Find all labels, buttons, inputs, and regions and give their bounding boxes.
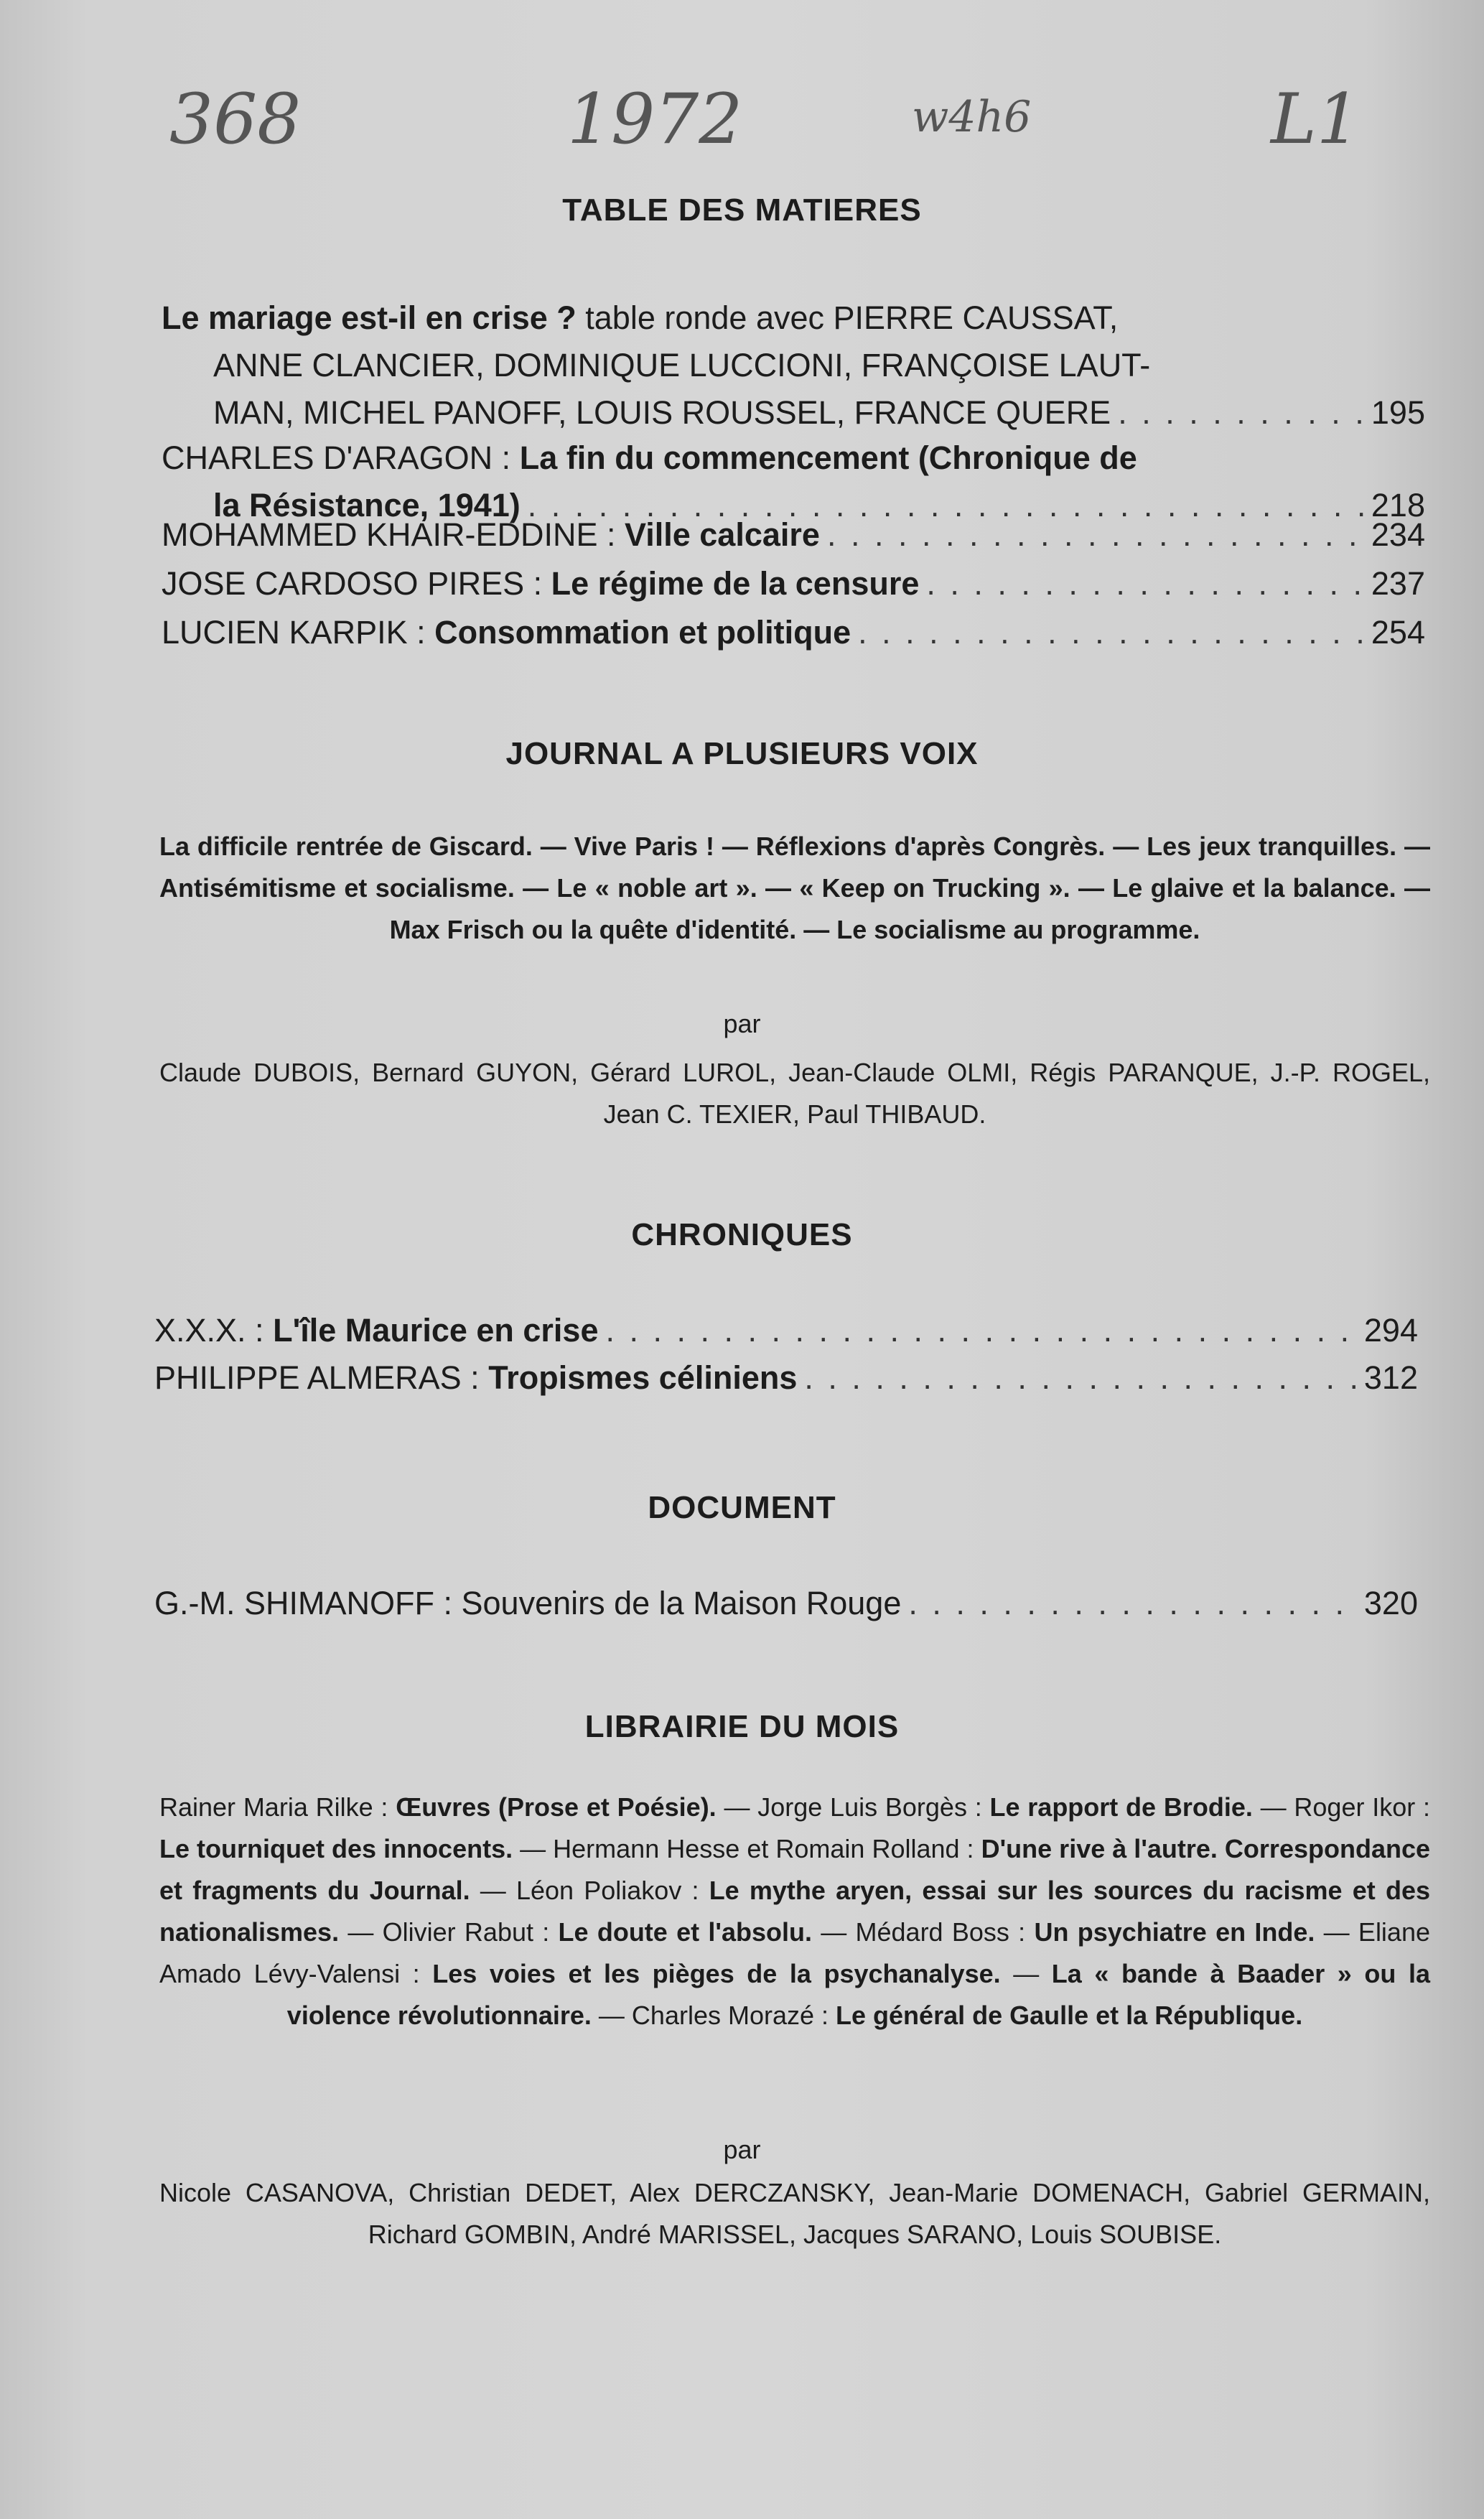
handwritten-note-initials: L1 xyxy=(1271,79,1361,159)
entry-title: Consommation et politique xyxy=(434,614,851,651)
handwritten-note-year: 1972 xyxy=(567,79,743,159)
book-title: La « bande à Baader » ou la violence révolutionnaire. xyxy=(286,1959,1430,2030)
book-author: — Hermann Hesse et Romain Rolland : xyxy=(513,1834,981,1863)
book-title: Le tourniquet des innocents. xyxy=(159,1834,513,1863)
book-title: Le rapport de Brodie. xyxy=(989,1792,1253,1822)
page-number: 234 xyxy=(1371,516,1425,553)
section-heading-document: DOCUMENT xyxy=(648,1490,836,1525)
book-title: Le général de Gaulle et la République. xyxy=(836,2001,1303,2030)
entry-author: G.-M. SHIMANOFF : xyxy=(154,1585,452,1621)
entry-text-line: MAN, MICHEL PANOFF, LOUIS ROUSSEL, FRANCE QUERE xyxy=(213,394,1111,431)
book-author: — Médard Boss : xyxy=(811,1917,1035,1947)
page-number: 320 xyxy=(1363,1585,1418,1621)
entry-text-line: ANNE CLANCIER, DOMINIQUE LUCCIONI, FRANÇOISE LAUT- xyxy=(213,347,1151,383)
page-number: 237 xyxy=(1371,565,1425,602)
journal-par: par xyxy=(723,1009,761,1038)
page-number: 254 xyxy=(1371,614,1425,651)
librairie-par: par xyxy=(723,2135,761,2164)
book-author: — Jorge Luis Borgès : xyxy=(716,1792,990,1822)
leader-dots xyxy=(605,1307,1356,1354)
entry-title-line: la Résistance, 1941) xyxy=(213,487,521,523)
leader-dots xyxy=(926,560,1364,607)
section-heading-journal: JOURNAL A PLUSIEURS VOIX xyxy=(505,736,979,771)
book-author: — xyxy=(1000,1959,1052,1988)
book-title: Un psychiatre en Inde. xyxy=(1034,1917,1315,1947)
toc-entry xyxy=(162,294,1425,437)
toc-entry xyxy=(154,1307,1418,1402)
entry-title: Tropismes céliniens xyxy=(488,1359,798,1396)
book-author: — Charles Morazé : xyxy=(591,2001,836,2030)
entry-title: Souvenirs de la Maison Rouge xyxy=(461,1585,902,1621)
journal-authors: Claude DUBOIS, Bernard GUYON, Gérard LUROL, Jean-Claude OLMI, Régis PARANQUE, J.-P. ROGEL, Jean C. TEXIER, Paul THIBAUD. xyxy=(159,1058,1430,1129)
entry-title: Ville calcaire xyxy=(625,516,820,553)
book-title: Le mythe aryen, essai sur les sources du racisme et des nationalismes. xyxy=(159,1876,1430,1947)
entry-title: L'île Maurice en crise xyxy=(273,1312,599,1349)
book-title: Le doute et l'absolu. xyxy=(558,1917,812,1947)
handwritten-note-code: w4h6 xyxy=(912,92,1032,142)
book-author: — Olivier Rabut : xyxy=(339,1917,559,1947)
entry-author: MOHAMMED KHAIR-EDDINE : xyxy=(162,516,616,553)
journal-topics: La difficile rentrée de Giscard. — Vive Paris ! — Réflexions d'après Congrès. — Les jeux tranquilles. — Antisémitisme et socialisme. — Le « noble art ». — « Keep on Trucking ». — Le glaive et la balance. — Max Frisch ou la quête d'identité. — Le socialisme au programme. xyxy=(159,832,1430,944)
book-title: Œuvres (Prose et Poésie). xyxy=(396,1792,717,1822)
entry-author: PHILIPPE ALMERAS : xyxy=(154,1359,480,1396)
page-number: 195 xyxy=(1371,394,1425,431)
section-heading-librairie: LIBRAIRIE DU MOIS xyxy=(584,1709,900,1744)
handwritten-note-number: 368 xyxy=(169,79,302,159)
book-author: — Léon Poliakov : xyxy=(470,1876,709,1905)
book-author: Rainer Maria Rilke : xyxy=(159,1792,396,1822)
entry-author: JOSE CARDOSO PIRES : xyxy=(162,565,543,602)
entry-title: La fin du commencement (Chronique de xyxy=(519,439,1137,476)
page-number: 294 xyxy=(1363,1312,1418,1349)
entry-title: Le mariage est-il en crise ? xyxy=(162,299,577,336)
leader-dots xyxy=(804,1354,1357,1402)
toc-entry xyxy=(154,1580,1418,1627)
leader-dots xyxy=(908,1580,1357,1627)
librairie-authors: Nicole CASANOVA, Christian DEDET, Alex DERCZANSKY, Jean-Marie DOMENACH, Gabriel GERMAIN, Richard GOMBIN, André MARISSEL, Jacques SARANO, Louis SOUBISE. xyxy=(159,2178,1430,2249)
page-number: 312 xyxy=(1363,1359,1418,1396)
entry-text: table ronde avec PIERRE CAUSSAT, xyxy=(585,299,1119,336)
book-title: Les voies et les pièges de la psychanalyse. xyxy=(432,1959,1001,1988)
leader-dots xyxy=(858,609,1364,656)
entry-author: X.X.X. : xyxy=(154,1312,264,1349)
leader-dots xyxy=(827,511,1364,559)
book-author: — Eliane Amado Lévy-Valensi : xyxy=(159,1917,1430,1988)
toc-entry xyxy=(162,560,1425,607)
entry-author: CHARLES D'ARAGON : xyxy=(162,439,511,476)
book-title: D'une rive à l'autre. Correspondance et fragments du Journal. xyxy=(159,1834,1431,1905)
book-author: — Roger Ikor : xyxy=(1252,1792,1431,1822)
toc-entry xyxy=(162,609,1425,656)
entry-title: Le régime de la censure xyxy=(551,565,920,602)
toc-entry xyxy=(162,511,1425,559)
page-title: TABLE DES MATIERES xyxy=(562,192,922,228)
entry-author: LUCIEN KARPIK : xyxy=(162,614,426,651)
leader-dots xyxy=(1118,389,1364,437)
section-heading-chroniques: CHRONIQUES xyxy=(631,1217,853,1252)
page-number: 218 xyxy=(1371,487,1425,523)
librairie-books xyxy=(159,1787,1430,2036)
